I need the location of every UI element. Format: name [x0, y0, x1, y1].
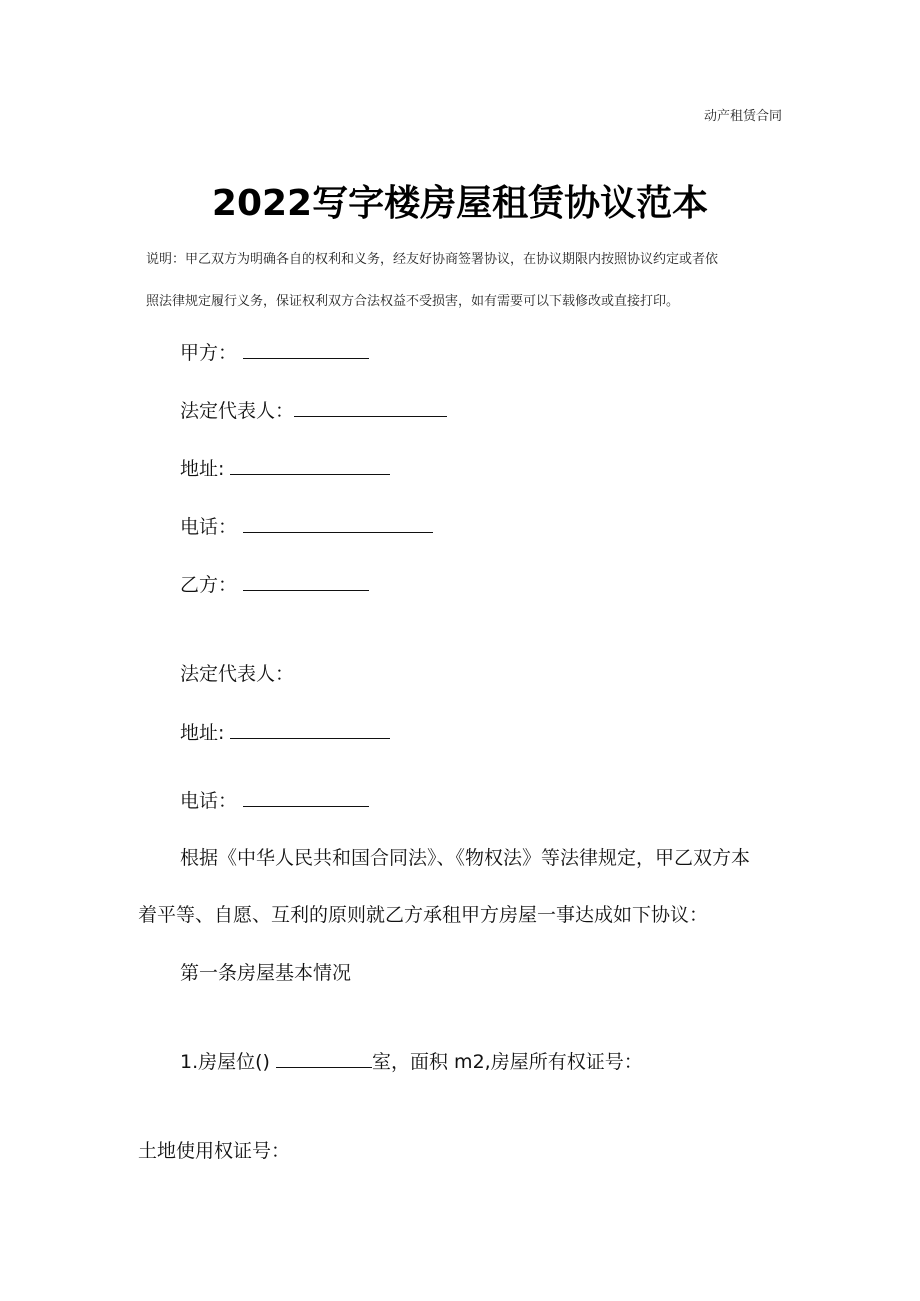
party-a-rep-label: 法定代表人：: [180, 400, 295, 422]
room-number-blank[interactable]: [276, 1049, 372, 1068]
party-b-address-label: 地址:: [180, 722, 225, 744]
party-b-rep-field: [180, 659, 294, 686]
party-a-phone-field: [180, 512, 433, 539]
land-cert-label: 土地使用权证号：: [138, 1140, 291, 1162]
party-a-address-blank[interactable]: [230, 456, 390, 475]
party-a-name-field: [180, 338, 369, 365]
party-b-phone-label: 电话：: [180, 790, 238, 812]
item-1-suffix: 室，面积 m2,房屋所有权证号：: [372, 1051, 643, 1073]
paragraph-1-line-1: 根据《中华人民共和国合同法》、《物权法》等法律规定，甲乙双方本: [180, 847, 751, 869]
party-b-name-blank[interactable]: [243, 572, 369, 591]
item-1-line: [180, 1047, 643, 1074]
party-a-rep-blank[interactable]: [294, 398, 447, 417]
party-a-phone-blank[interactable]: [243, 514, 433, 533]
party-a-name-label: 甲方：: [180, 342, 238, 364]
party-a-address-label: 地址:: [180, 458, 225, 480]
party-a-rep-field: [180, 396, 447, 423]
party-b-address-blank[interactable]: [230, 720, 390, 739]
party-b-phone-blank[interactable]: [243, 788, 369, 807]
paragraph-1-line-2: 着平等、自愿、互利的原则就乙方承租甲方房屋一事达成如下协议：: [138, 904, 709, 926]
party-a-name-blank[interactable]: [243, 340, 369, 359]
party-a-phone-label: 电话：: [180, 516, 238, 538]
note-line-2: 照法律规定履行义务，保证权利双方合法权益不受损害，如有需要可以下载修改或直接打印。: [146, 294, 680, 309]
party-b-address-field: [180, 718, 390, 745]
party-b-rep-label: 法定代表人：: [180, 663, 295, 685]
party-b-name-field: [180, 570, 369, 597]
document-header-label: 动产租赁合同: [703, 109, 782, 124]
item-1-prefix: 1.房屋位(): [180, 1051, 270, 1073]
note-line-1: 说明：甲乙双方为明确各自的权利和义务，经友好协商签署协议，在协议期限内按照协议约定或者依: [146, 252, 719, 267]
document-title: 2022写字楼房屋租赁协议范本: [211, 183, 709, 224]
article-1-heading: 第一条房屋基本情况: [180, 962, 352, 984]
party-a-address-field: [180, 454, 390, 481]
party-b-name-label: 乙方：: [180, 574, 238, 596]
party-b-phone-field: [180, 786, 369, 813]
